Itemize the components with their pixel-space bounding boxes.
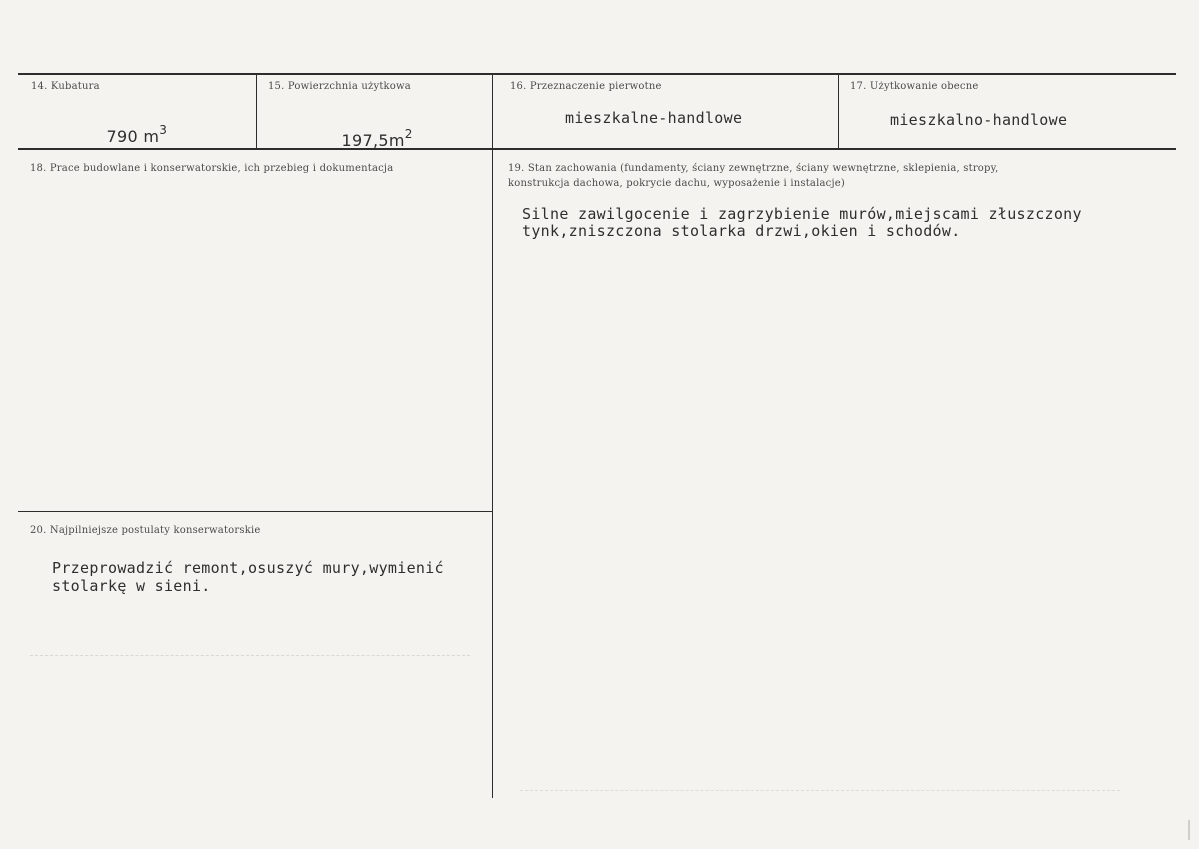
field-19-text-line2: tynk,zniszczona stolarka drzwi,okien i schodów. <box>522 222 961 240</box>
field-19-label-line2: konstrukcja dachowa, pokrycie dachu, wyposażenie i instalacje) <box>508 178 845 189</box>
field-19-label-line1: 19. Stan zachowania (fundamenty, ściany zewnętrzne, ściany wewnętrzne, sklepienia, stropy, <box>508 163 999 174</box>
divider-15-16 <box>492 75 493 798</box>
field-14-number: 790 m <box>106 127 160 146</box>
field-14-label: 14. Kubatura <box>31 81 100 92</box>
field-17-value: mieszkalno-handlowe <box>890 111 1068 129</box>
row1-bottom-rule <box>18 148 1176 150</box>
field-15-superscript: 2 <box>404 127 413 141</box>
top-rule <box>18 73 1176 75</box>
field-16-label: 16. Przeznaczenie pierwotne <box>510 81 662 92</box>
field-15-value <box>320 108 413 169</box>
divider-14-15 <box>256 75 257 148</box>
field-20-text-line1: Przeprowadzić remont,osuszyć mury,wymienić <box>52 559 444 577</box>
scan-mark <box>1188 820 1190 840</box>
field-19-text-line1: Silne zawilgocenie i zagrzybienie murów,miejscami złuszczony <box>522 205 1082 223</box>
field-16-value: mieszkalne-handlowe <box>565 109 743 127</box>
field-14-value <box>85 104 167 165</box>
bleed-through-line <box>520 790 1120 792</box>
bleed-through-line <box>30 655 470 657</box>
section-divider-rule <box>18 511 492 512</box>
field-20-text-line2: stolarkę w sieni. <box>52 577 211 595</box>
field-15-number: 197,5m <box>341 131 405 150</box>
divider-16-17 <box>838 75 839 148</box>
field-20-label: 20. Najpilniejsze postulaty konserwatorskie <box>30 525 261 536</box>
field-14-superscript: 3 <box>159 123 168 137</box>
field-15-label: 15. Powierzchnia użytkowa <box>268 81 411 92</box>
field-17-label: 17. Użytkowanie obecne <box>850 81 979 92</box>
field-18-label: 18. Prace budowlane i konserwatorskie, ich przebieg i dokumentacja <box>30 163 394 174</box>
